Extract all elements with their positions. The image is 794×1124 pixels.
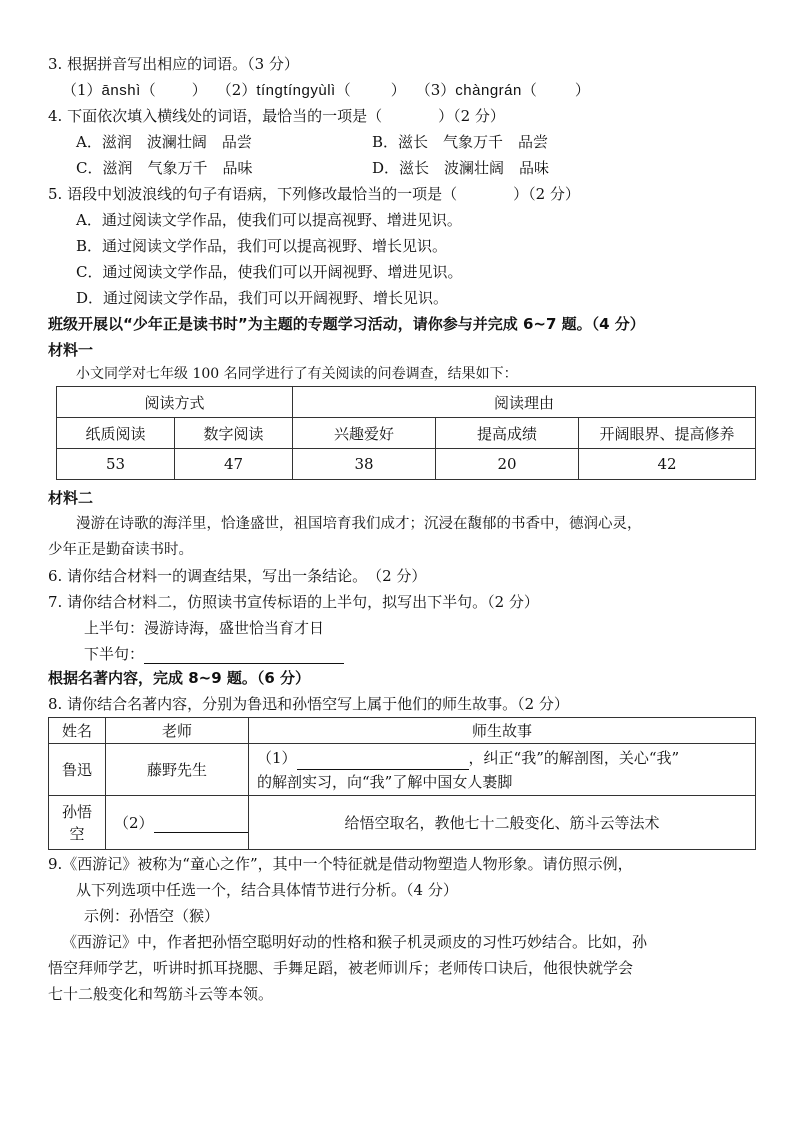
q3-item1-pinyin: ānshì xyxy=(101,82,141,99)
example-label: 示例：孙悟空（猴） xyxy=(84,907,220,925)
material1-title: 材料一 xyxy=(48,341,94,359)
option-text: 通过阅读文学作品，使我们可以提高视野、增进见识。 xyxy=(101,211,462,229)
table-header-cell: 数字阅读 xyxy=(175,418,293,449)
q3-item3-pinyin: chàngrán xyxy=(455,82,522,99)
q3-item2-num: （2） xyxy=(216,81,257,99)
story-line1 xyxy=(257,746,755,770)
q4-stem-line xyxy=(48,106,505,126)
q5-option-b[interactable] xyxy=(76,236,447,256)
q9-line2: 从下列选项中任选一个，结合具体情节进行分析。（4 分） xyxy=(76,881,458,899)
table-row xyxy=(49,744,756,796)
group-header-reading-method: 阅读方式 xyxy=(57,387,293,418)
example-line1: 《西游记》中，作者把孙悟空聪明好动的性格和猴子机灵顽皮的习性巧妙结合。比如，孙 xyxy=(62,933,648,951)
q7-stem: 7. 请你结合材料二，仿照读书宣传标语的上半句，拟写出下半句。（2 分） xyxy=(48,593,539,611)
q9-line1: 9.《西游记》被称为“童心之作”，其中一个特征就是借动物塑造人物形象。请仿照示例， xyxy=(48,855,633,873)
q5-stem-line xyxy=(48,184,580,204)
option-text: 滋长 气象万千 品尝 xyxy=(398,133,549,151)
table-cell: 42 xyxy=(579,449,756,480)
q5-option-d[interactable] xyxy=(76,288,448,308)
q3-items xyxy=(62,80,590,101)
option-text: 通过阅读文学作品，我们可以开阔视野、增长见识。 xyxy=(103,289,449,307)
table-row xyxy=(57,449,756,480)
group-header-reading-reason: 阅读理由 xyxy=(293,387,756,418)
q3-stem: 3. 根据拼音写出相应的词语。（3 分） xyxy=(48,55,299,73)
material1-intro: 小文同学对七年级 100 名同学进行了有关阅读的问卷调查，结果如下： xyxy=(76,366,518,382)
table-cell-teacher xyxy=(106,796,249,850)
q7-upper-half: 上半句：漫游诗海，盛世恰当育才日 xyxy=(84,619,325,637)
option-label: B． xyxy=(372,133,399,151)
table-header-cell: 开阔眼界、提高修养 xyxy=(579,418,756,449)
table-header-cell: 师生故事 xyxy=(249,718,756,744)
story-text: ，纠正“我”的解剖图，关心“我” xyxy=(468,748,680,767)
story-num: （1） xyxy=(257,748,297,767)
option-label: D． xyxy=(76,289,104,307)
section2-heading: 根据名著内容，完成 8~9 题。（6 分） xyxy=(48,669,311,687)
teacher-num: （2） xyxy=(114,814,154,832)
table-cell: 20 xyxy=(436,449,579,480)
table-cell-name xyxy=(49,796,106,850)
option-text: 通过阅读文学作品，我们可以提高视野、增长见识。 xyxy=(102,237,448,255)
table-cell-name: 鲁迅 xyxy=(49,744,106,796)
table-header-cell: 老师 xyxy=(106,718,249,744)
material2-title: 材料二 xyxy=(48,489,94,507)
q7-lower-half-line xyxy=(84,644,344,664)
q7-lower-label: 下半句： xyxy=(84,645,145,663)
q5-option-c[interactable] xyxy=(76,262,463,282)
story-line2: 的解剖实习，向“我”了解中国女人裹脚 xyxy=(257,772,513,791)
table-cell: 53 xyxy=(57,449,175,480)
q4-stem-tail: ）（2 分） xyxy=(438,107,505,125)
material2-line1: 漫游在诗歌的海洋里，恰逢盛世，祖国培育我们成才；沉浸在馥郁的书香中，德润心灵， xyxy=(76,516,642,532)
section1-heading: 班级开展以“少年正是读书时”为主题的专题学习活动，请你参与并完成 6~7 题。（4 分） xyxy=(48,315,645,333)
q4-option-a[interactable] xyxy=(76,132,252,152)
q3-item1-paren-open: （ xyxy=(140,81,156,99)
q3-item1-num: （1） xyxy=(62,81,102,99)
q5-stem-tail: ）（2 分） xyxy=(513,185,580,203)
q7-answer-blank[interactable] xyxy=(144,647,344,664)
option-label: C． xyxy=(76,159,103,177)
q3-item2-pinyin: tíngtíngyùlì xyxy=(256,82,336,99)
option-label: B． xyxy=(76,237,103,255)
option-label: A． xyxy=(76,133,102,151)
table-row xyxy=(49,718,756,744)
q3-item2-paren-close: ） xyxy=(390,81,406,99)
q8-answer-blank-2[interactable] xyxy=(154,816,248,833)
option-text: 滋润 波澜壮阔 品尝 xyxy=(101,133,252,151)
q3-item2-paren-open: （ xyxy=(335,81,351,99)
q5-stem: 5. 语段中划波浪线的句子有语病，下列修改最恰当的一项是（ xyxy=(48,185,458,203)
table-header-cell: 纸质阅读 xyxy=(57,418,175,449)
option-label: D． xyxy=(372,159,400,177)
q4-option-d[interactable] xyxy=(372,158,549,178)
name-line2: 空 xyxy=(69,824,85,843)
table-cell-teacher: 藤野先生 xyxy=(106,744,249,796)
option-text: 滋润 气象万千 品味 xyxy=(102,159,253,177)
table-cell: 47 xyxy=(175,449,293,480)
option-text: 通过阅读文学作品，使我们可以开阔视野、增进见识。 xyxy=(102,263,463,281)
q5-option-a[interactable] xyxy=(76,210,462,230)
option-label: C． xyxy=(76,263,103,281)
teacher-student-table xyxy=(48,717,756,850)
q8-stem: 8. 请你结合名著内容，分别为鲁迅和孙悟空写上属于他们的师生故事。（2 分） xyxy=(48,695,569,713)
q4-option-c[interactable] xyxy=(76,158,253,178)
table-row xyxy=(57,387,756,418)
table-header-cell: 兴趣爱好 xyxy=(293,418,436,449)
table-cell: 38 xyxy=(293,449,436,480)
option-text: 滋长 波澜壮阔 品味 xyxy=(399,159,550,177)
material2-line2: 少年正是勤奋读书时。 xyxy=(48,542,193,558)
q3-item3-paren-open: （ xyxy=(521,81,537,99)
q3-item1-paren-close: ） xyxy=(191,81,207,99)
table-header-cell: 提高成绩 xyxy=(436,418,579,449)
q4-option-b[interactable] xyxy=(372,132,548,152)
q4-stem: 4. 下面依次填入横线处的词语，最恰当的一项是（ xyxy=(48,107,383,125)
survey-table xyxy=(56,386,756,480)
q3-item3-num: （3） xyxy=(415,81,456,99)
table-row xyxy=(49,796,756,850)
q8-answer-blank-1[interactable] xyxy=(297,753,469,770)
table-cell-story: 给悟空取名，教他七十二般变化、筋斗云等法术 xyxy=(249,796,756,850)
option-label: A． xyxy=(76,211,102,229)
example-line2: 悟空拜师学艺，听讲时抓耳挠腮、手舞足蹈，被老师训斥；老师传口诀后，他很快就学会 xyxy=(48,959,634,977)
q3-item3-paren-close: ） xyxy=(574,81,590,99)
q6-stem: 6. 请你结合材料一的调查结果，写出一条结论。 （2 分） xyxy=(48,567,427,585)
name-line1: 孙悟 xyxy=(61,802,92,821)
table-row xyxy=(57,418,756,449)
table-header-cell: 姓名 xyxy=(49,718,106,744)
example-line3: 七十二般变化和驾筋斗云等本领。 xyxy=(48,985,274,1003)
table-cell-story xyxy=(249,744,756,796)
